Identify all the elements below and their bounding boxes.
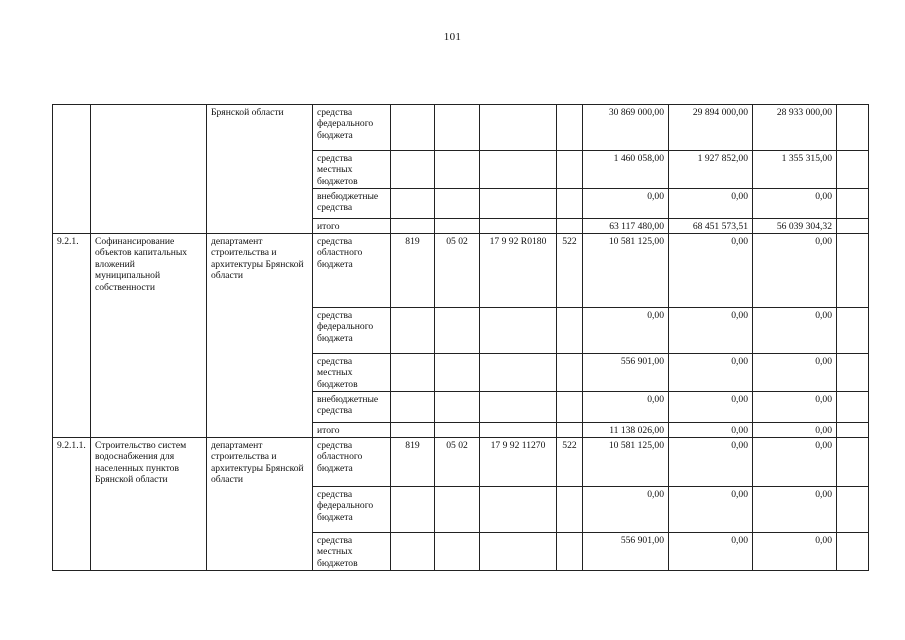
extra-cell	[837, 105, 869, 151]
funding-source: итого	[313, 219, 391, 234]
csr-code	[480, 423, 557, 438]
amount-year-3: 0,00	[753, 423, 837, 438]
amount-year-2: 1 927 852,00	[669, 151, 753, 189]
vr-code	[557, 219, 583, 234]
amount-year-1: 10 581 125,00	[583, 234, 669, 308]
extra-cell	[837, 487, 869, 533]
vr-code	[557, 487, 583, 533]
funding-source: средства областного бюджета	[313, 234, 391, 308]
extra-cell	[837, 423, 869, 438]
grbs-code	[391, 487, 435, 533]
grbs-code	[391, 105, 435, 151]
funding-source: средства федерального бюджета	[313, 487, 391, 533]
funding-source: средства местных бюджетов	[313, 151, 391, 189]
executor: Брянской области	[207, 105, 313, 234]
funding-source: итого	[313, 423, 391, 438]
amount-year-3: 0,00	[753, 438, 837, 487]
amount-year-1: 1 460 058,00	[583, 151, 669, 189]
vr-code: 522	[557, 438, 583, 487]
amount-year-3: 0,00	[753, 392, 837, 423]
rzpr-code	[435, 308, 480, 354]
amount-year-3: 0,00	[753, 533, 837, 571]
rzpr-code	[435, 487, 480, 533]
rzpr-code	[435, 533, 480, 571]
amount-year-2: 0,00	[669, 487, 753, 533]
extra-cell	[837, 151, 869, 189]
measure-name	[91, 105, 207, 234]
amount-year-3: 0,00	[753, 354, 837, 392]
amount-year-1: 0,00	[583, 392, 669, 423]
vr-code	[557, 392, 583, 423]
amount-year-3: 56 039 304,32	[753, 219, 837, 234]
funding-source: средства федерального бюджета	[313, 105, 391, 151]
rzpr-code	[435, 219, 480, 234]
executor: департамент строительства и архитектуры Брянской области	[207, 438, 313, 571]
vr-code	[557, 189, 583, 219]
amount-year-3: 0,00	[753, 234, 837, 308]
measure-name: Строительство систем водоснабжения для населенных пунктов Брянской области	[91, 438, 207, 571]
amount-year-2: 0,00	[669, 189, 753, 219]
funding-source: внебюджетные средства	[313, 392, 391, 423]
grbs-code	[391, 423, 435, 438]
amount-year-2: 0,00	[669, 308, 753, 354]
extra-cell	[837, 533, 869, 571]
rzpr-code	[435, 105, 480, 151]
csr-code	[480, 308, 557, 354]
rzpr-code: 05 02	[435, 438, 480, 487]
csr-code	[480, 392, 557, 423]
amount-year-1: 0,00	[583, 487, 669, 533]
csr-code: 17 9 92 11270	[480, 438, 557, 487]
rzpr-code	[435, 423, 480, 438]
funding-source: средства областного бюджета	[313, 438, 391, 487]
extra-cell	[837, 234, 869, 308]
page-number: 101	[443, 31, 462, 43]
executor: департамент строительства и архитектуры Брянской области	[207, 234, 313, 438]
amount-year-2: 0,00	[669, 423, 753, 438]
amount-year-3: 0,00	[753, 308, 837, 354]
rzpr-code	[435, 151, 480, 189]
extra-cell	[837, 438, 869, 487]
extra-cell	[837, 392, 869, 423]
vr-code	[557, 308, 583, 354]
amount-year-2: 0,00	[669, 438, 753, 487]
vr-code	[557, 151, 583, 189]
amount-year-1: 0,00	[583, 189, 669, 219]
amount-year-2: 0,00	[669, 392, 753, 423]
vr-code	[557, 105, 583, 151]
vr-code	[557, 354, 583, 392]
grbs-code	[391, 392, 435, 423]
amount-year-2: 0,00	[669, 533, 753, 571]
amount-year-1: 11 138 026,00	[583, 423, 669, 438]
rzpr-code	[435, 392, 480, 423]
amount-year-1: 30 869 000,00	[583, 105, 669, 151]
table-row	[53, 105, 869, 151]
csr-code	[480, 487, 557, 533]
grbs-code: 819	[391, 234, 435, 308]
amount-year-1: 556 901,00	[583, 533, 669, 571]
amount-year-3: 28 933 000,00	[753, 105, 837, 151]
amount-year-1: 0,00	[583, 308, 669, 354]
grbs-code	[391, 219, 435, 234]
rzpr-code: 05 02	[435, 234, 480, 308]
amount-year-1: 63 117 480,00	[583, 219, 669, 234]
funding-source: внебюджетные средства	[313, 189, 391, 219]
grbs-code	[391, 308, 435, 354]
extra-cell	[837, 219, 869, 234]
csr-code	[480, 354, 557, 392]
row-number	[53, 105, 91, 234]
funding-source: средства местных бюджетов	[313, 533, 391, 571]
amount-year-1: 556 901,00	[583, 354, 669, 392]
csr-code	[480, 533, 557, 571]
row-number: 9.2.1.1.	[53, 438, 91, 571]
budget-table	[52, 104, 869, 571]
vr-code	[557, 423, 583, 438]
grbs-code	[391, 189, 435, 219]
amount-year-3: 0,00	[753, 189, 837, 219]
amount-year-3: 1 355 315,00	[753, 151, 837, 189]
grbs-code: 819	[391, 438, 435, 487]
vr-code	[557, 533, 583, 571]
csr-code: 17 9 92 R0180	[480, 234, 557, 308]
csr-code	[480, 189, 557, 219]
table-row	[53, 438, 869, 487]
extra-cell	[837, 354, 869, 392]
extra-cell	[837, 308, 869, 354]
amount-year-2: 68 451 573,51	[669, 219, 753, 234]
grbs-code	[391, 354, 435, 392]
amount-year-1: 10 581 125,00	[583, 438, 669, 487]
grbs-code	[391, 533, 435, 571]
grbs-code	[391, 151, 435, 189]
csr-code	[480, 151, 557, 189]
csr-code	[480, 105, 557, 151]
rzpr-code	[435, 189, 480, 219]
funding-source: средства федерального бюджета	[313, 308, 391, 354]
amount-year-3: 0,00	[753, 487, 837, 533]
row-number: 9.2.1.	[53, 234, 91, 438]
table-row	[53, 234, 869, 308]
amount-year-2: 29 894 000,00	[669, 105, 753, 151]
extra-cell	[837, 189, 869, 219]
rzpr-code	[435, 354, 480, 392]
measure-name: Софинансирование объектов капитальных вложений муниципальной собственности	[91, 234, 207, 438]
amount-year-2: 0,00	[669, 354, 753, 392]
csr-code	[480, 219, 557, 234]
amount-year-2: 0,00	[669, 234, 753, 308]
vr-code: 522	[557, 234, 583, 308]
funding-source: средства местных бюджетов	[313, 354, 391, 392]
